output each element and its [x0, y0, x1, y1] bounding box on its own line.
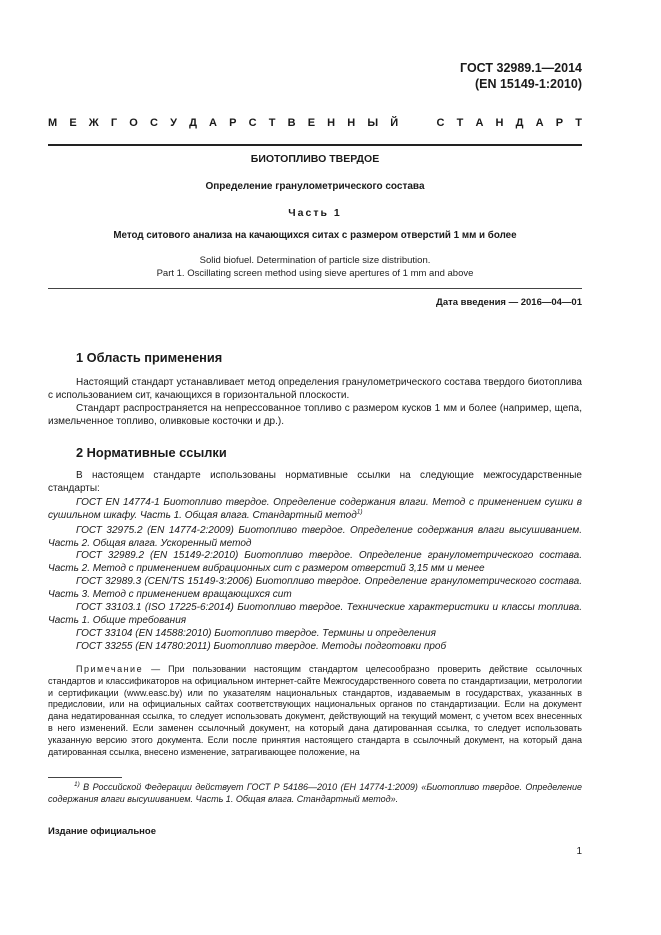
page-number: 1 [576, 846, 582, 857]
banner-letter: А [535, 117, 544, 129]
section-2-heading: 2 Нормативные ссылки [76, 445, 227, 460]
section-1-heading: 1 Область применения [76, 350, 223, 365]
reference-3: ГОСТ 32989.2 (EN 15149-2:2010) Биотопливо твердое. Определение гранулометрического состава. Часть 2. Метод с применением вибрационных сит с размером отверстий 3,15 мм и менее [48, 550, 582, 574]
note-text: — При пользовании настоящим стандартом целесообразно проверить действие ссылочных стандартов и классификаторов на официальном интернет-сайте Межгосударственного совета по стандартизации, метрологии и сертификации (www.easc.by) или по указателям национальных стандартов, издаваемым в государствах, указанных в предисловии, или на официальных сайтах соответствующих национальных органов по стандартизации. Если на документ дана недатированная ссылка, то следует использовать документ, действующий на текущий момент, с учетом всех внесенных в него изменений. Если заменен ссылочный документ, на который дана датированная ссылка, то следует использовать указанную версию этого документа. Если после принятия настоящего стандарта в ссылочный документ, на который дана датированная ссылка, внесено изменение, затрагивающее положение, на [48, 664, 582, 757]
section-2-intro: В настоящем стандарте использованы нормативные ссылки на следующие межгосударственные стандарты: [48, 470, 582, 494]
banner-letter: Ж [88, 117, 99, 129]
reference-1-footnote-mark: 1) [356, 508, 363, 516]
section-1-paragraph-1: Настоящий стандарт устанавливает метод определения гранулометрического состава твердого биотоплива с использованием сит, качающихся в горизонтальной плоскости. [48, 377, 582, 401]
banner-letter: О [129, 117, 138, 129]
footnote-rule [48, 777, 122, 778]
banner-letter: Р [555, 117, 564, 129]
banner-letter: С [149, 117, 158, 129]
banner-letter: Т [575, 117, 582, 129]
footnote [48, 781, 582, 805]
document-title: БИОТОПЛИВО ТВЕРДОЕ [250, 153, 380, 165]
banner-letter: Т [456, 117, 464, 129]
reference-1 [48, 497, 582, 522]
standard-code [460, 60, 582, 92]
english-title-line2: Part 1. Oscillating screen method using sieve apertures of 1 mm and above [156, 268, 474, 279]
header-rule [48, 144, 582, 146]
introduction-date: Дата введения — 2016—04—01 [436, 297, 582, 308]
banner-letter: А [209, 117, 217, 129]
banner-letter: Т [268, 117, 276, 129]
document-method: Метод ситового анализа на качающихся ситах с размером отверстий 1 мм и более [113, 230, 517, 241]
official-edition-label: Издание официальное [48, 826, 156, 837]
title-rule [48, 288, 582, 289]
banner-letter: Н [347, 117, 356, 129]
english-title-line1: Solid biofuel. Determination of particle size distribution. [199, 255, 431, 266]
banner-letter: С [248, 117, 257, 129]
reference-4: ГОСТ 32989.3 (CEN/TS 15149-3:2006) Биотопливо твердое. Определение гранулометрического состава. Часть 3. Метод с применением вращающихся сит [48, 576, 582, 600]
banner-letter: Р [229, 117, 237, 129]
note-label: Примечание [76, 664, 144, 674]
reference-1-text: ГОСТ EN 14774-1 Биотопливо твердое. Определение содержания влаги. Метод с применением сушки в сушильном шкафу. Часть 1. Общая влага. Стандартный метод [48, 497, 582, 521]
banner-letter: А [475, 117, 484, 129]
banner-letter: М [48, 117, 58, 129]
banner-letter: В [287, 117, 296, 129]
reference-2: ГОСТ 32975.2 (EN 14774-2:2009) Биотопливо твердое. Определение содержания влаги высушиванием. Часть 2. Общая влага. Ускоренный метод [48, 525, 582, 549]
banner-gap [410, 117, 424, 129]
standard-code-gost: ГОСТ 32989.1—2014 [460, 61, 582, 75]
banner-letter: С [436, 117, 445, 129]
document-subtitle: Определение гранулометрического состава [205, 181, 425, 192]
banner-letter: Й [390, 117, 399, 129]
note [48, 664, 582, 758]
banner-letter: Е [69, 117, 77, 129]
banner-letter: Н [495, 117, 504, 129]
section-1-paragraph-2: Стандарт распространяется на непрессованное топливо с размером кусков 1 мм и более (например, щепа, измельченное топливо, оливковые косточки и др.). [48, 403, 582, 427]
banner-letter: У [170, 117, 177, 129]
banner-letter: Е [307, 117, 316, 129]
interstate-standard-banner [48, 117, 582, 129]
banner-letter: Г [110, 117, 118, 129]
banner-letter: Н [327, 117, 336, 129]
english-title [48, 254, 582, 280]
banner-letter: Д [515, 117, 524, 129]
reference-6: ГОСТ 33104 (EN 14588:2010) Биотопливо твердое. Термины и определения [76, 628, 436, 639]
reference-5: ГОСТ 33103.1 (ISO 17225-6:2014) Биотопливо твердое. Технические характеристики и классы топлива. Часть 1. Общие требования [48, 602, 582, 626]
banner-letter: Д [189, 117, 197, 129]
standard-code-en: (EN 15149-1:2010) [474, 77, 582, 91]
reference-7: ГОСТ 33255 (EN 14780:2011) Биотопливо твердое. Методы подготовки проб [76, 641, 447, 652]
footnote-text: В Российской Федерации действует ГОСТ Р 54186—2010 (ЕН 14774-1:2009) «Биотопливо твердое. Определение содержания влаги высушиванием. Часть 1. Общая влага. Стандартный метод». [48, 782, 582, 804]
document-part: Часть 1 [288, 207, 342, 219]
banner-letter: Ы [367, 117, 379, 129]
footnote-mark: 1) [74, 781, 80, 788]
